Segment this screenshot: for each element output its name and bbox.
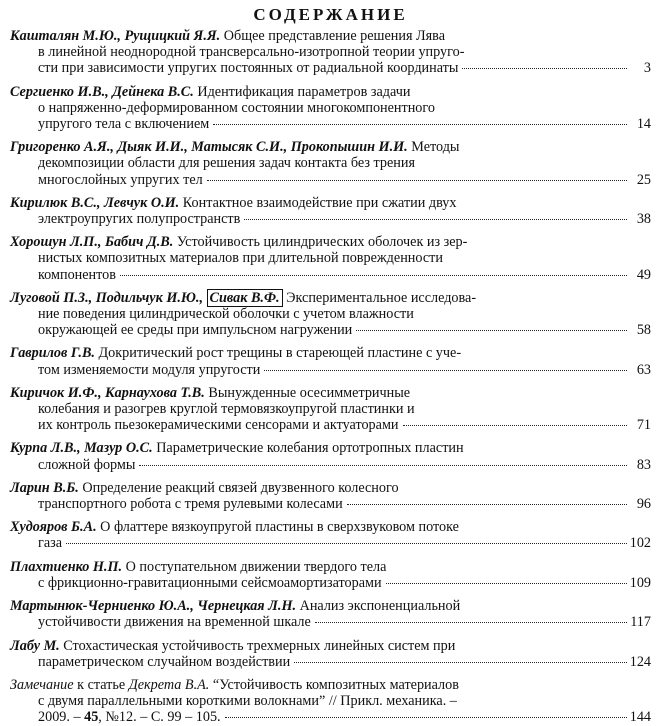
page-number: 102 bbox=[629, 535, 651, 552]
toc-entry bbox=[10, 480, 651, 512]
page-number: 38 bbox=[636, 211, 651, 228]
toc-note bbox=[10, 677, 651, 726]
entry-authors: Ларин В.Б. bbox=[10, 479, 79, 496]
toc-note-line-2: с двумя параллельными короткими волокнами” // Прикл. механика. – bbox=[38, 693, 457, 710]
toc-entry-line-1 bbox=[10, 559, 651, 575]
note-year: 2009. – bbox=[38, 709, 85, 726]
toc-entry bbox=[10, 638, 651, 670]
toc-entry-line-1 bbox=[10, 195, 651, 211]
toc-entry bbox=[10, 345, 651, 377]
entry-title-last: том изменяемости модуля упругости bbox=[38, 361, 261, 378]
dot-leader bbox=[207, 179, 627, 181]
entry-title-1: Докритический рост трещины в стареющей пластине с уче- bbox=[98, 345, 462, 362]
page-number: 63 bbox=[636, 361, 651, 378]
dot-leader bbox=[347, 503, 627, 505]
page-title: СОДЕРЖАНИЕ bbox=[253, 5, 408, 24]
entry-title-last: параметрическом случайном воздействии bbox=[38, 653, 291, 670]
page-number: 49 bbox=[636, 266, 651, 283]
entry-title-1: Устойчивость цилиндрических оболочек из зер- bbox=[176, 234, 468, 251]
dot-leader bbox=[225, 716, 627, 718]
note-author: Декрета В.А. bbox=[128, 676, 210, 693]
page-number: 25 bbox=[636, 171, 651, 188]
toc-entry-line-3 bbox=[10, 614, 651, 630]
toc-entry-line-2: колебания и разогрев круглой термовязкоупругой пластинки и bbox=[38, 401, 415, 418]
toc-entry bbox=[10, 559, 651, 591]
note-volume: 45 bbox=[84, 709, 99, 726]
entry-title-1: Общее представление решения Лява bbox=[223, 28, 445, 44]
note-text-b: “Устойчивость композитных материалов bbox=[209, 676, 459, 693]
dot-leader bbox=[264, 369, 627, 371]
toc-entry-line-3 bbox=[10, 267, 651, 283]
toc-entry bbox=[10, 84, 651, 133]
entry-authors: Кашталян М.Ю., Рущицкий Я.Я. bbox=[10, 28, 221, 44]
page-number: 96 bbox=[636, 496, 651, 513]
note-text-a: к статье bbox=[73, 676, 129, 693]
entry-authors: Гаврилов Г.В. bbox=[10, 345, 95, 362]
toc-entry-line-1 bbox=[10, 84, 651, 100]
page-number: 71 bbox=[636, 417, 651, 434]
entry-title-last: транспортного робота с тремя рулевыми колесами bbox=[38, 496, 343, 513]
toc-entry-line-3 bbox=[10, 496, 651, 512]
toc-entry-line-1 bbox=[10, 385, 651, 401]
entry-title-1: Экспериментальное исследова- bbox=[286, 289, 477, 306]
dot-leader bbox=[244, 218, 627, 220]
dot-leader bbox=[139, 464, 627, 466]
toc-entry bbox=[10, 290, 651, 339]
entry-title-last: электроупругих полупространств bbox=[38, 211, 241, 228]
toc-entry bbox=[10, 385, 651, 434]
page-number: 14 bbox=[636, 116, 651, 133]
entry-authors: Кирилюк В.С., Левчук О.И. bbox=[10, 194, 180, 211]
entry-authors: Плахтиенко Н.П. bbox=[10, 558, 123, 575]
toc-entry-line-1 bbox=[10, 345, 651, 361]
entry-title-1: Контактное взаимодействие при сжатии двух bbox=[182, 194, 457, 211]
toc-entry bbox=[10, 139, 651, 188]
toc-entry-line-2: о напряженно-деформированном состоянии многокомпонентного bbox=[38, 99, 435, 116]
dot-leader bbox=[462, 67, 627, 69]
entry-title-1: О поступательном движении твердого тела bbox=[125, 558, 387, 575]
toc-entry bbox=[10, 195, 651, 227]
toc-entry-line-3 bbox=[10, 172, 651, 188]
entry-title-last: упругого тела с включением bbox=[38, 116, 210, 133]
entry-authors: Лабу М. bbox=[10, 637, 60, 654]
toc-entry-line-1 bbox=[10, 440, 651, 456]
entry-title-1: Определение реакций связей двузвенного колесного bbox=[82, 479, 399, 496]
page-number: 3 bbox=[643, 60, 651, 77]
toc-entry-line-1 bbox=[10, 638, 651, 654]
toc-entry bbox=[10, 598, 651, 630]
page-number: 83 bbox=[636, 456, 651, 473]
toc-entry-line-3 bbox=[10, 322, 651, 338]
toc-entry-line-3 bbox=[10, 362, 651, 378]
page-number: 109 bbox=[629, 574, 651, 591]
toc-entry-line-3 bbox=[10, 60, 651, 76]
dot-leader bbox=[120, 274, 627, 276]
entry-authors: Курпа Л.В., Мазур О.С. bbox=[10, 440, 153, 457]
note-label: Замечание bbox=[10, 676, 74, 693]
dot-leader bbox=[315, 621, 627, 623]
entry-title-last: сти при зависимости упругих постоянных от радиальной координаты bbox=[38, 60, 459, 77]
toc-entry-line-3 bbox=[10, 457, 651, 473]
entry-authors: Мартынюк-Черниенко Ю.А., Чернецкая Л.Н. bbox=[10, 598, 297, 615]
toc-entry-line-3 bbox=[10, 211, 651, 227]
entry-title-last: сложной формы bbox=[38, 456, 136, 473]
toc-entry-line-1 bbox=[10, 28, 651, 44]
toc-entry-line-2: ние поведения цилиндрической оболочки с учетом влажности bbox=[38, 306, 414, 323]
entry-authors: Хорошун Л.П., Бабич Д.В. bbox=[10, 234, 174, 251]
page-number: 124 bbox=[629, 653, 651, 670]
dot-leader bbox=[213, 123, 627, 125]
entry-title-last: газа bbox=[38, 535, 63, 552]
page-number: 58 bbox=[636, 322, 651, 339]
toc-entry bbox=[10, 440, 651, 472]
page-number: 144 bbox=[629, 709, 651, 726]
dot-leader bbox=[66, 542, 627, 544]
entry-title-last: многослойных упругих тел bbox=[38, 171, 203, 188]
dot-leader bbox=[386, 582, 627, 584]
toc-entry-line-1 bbox=[10, 290, 651, 306]
toc-entry-line-3 bbox=[10, 417, 651, 433]
toc-entry-line-2: в линейной неоднородной трансверсально-изотропной теории упруго- bbox=[38, 44, 465, 61]
toc-note-line-3 bbox=[10, 709, 651, 725]
entry-title-last: компонентов bbox=[38, 266, 116, 283]
toc-note-line-1 bbox=[10, 677, 651, 693]
entry-author-boxed: Сивак В.Ф. bbox=[207, 289, 283, 307]
toc-entry-line-1 bbox=[10, 480, 651, 496]
toc-entry bbox=[10, 28, 651, 77]
toc-entry-line-3 bbox=[10, 116, 651, 132]
entry-authors: Худояров Б.А. bbox=[10, 519, 97, 536]
toc-entry-line-2: нистых композитных материалов при длительной поврежденности bbox=[38, 250, 443, 267]
entry-title-last: с фрикционно-гравитационными сейсмоамортизаторами bbox=[38, 574, 382, 591]
entry-authors: Григоренко А.Я., Дыяк И.И., Матысяк С.И., Прокопышин И.И. bbox=[10, 139, 408, 156]
toc-entry bbox=[10, 519, 651, 551]
entry-title-1: Методы bbox=[411, 139, 460, 156]
entry-title-last: их контроль пьезокерамическими сенсорами и актуаторами bbox=[38, 417, 399, 434]
entry-title-last: устойчивости движения на временной шкале bbox=[38, 614, 311, 631]
entry-title-1: Вынужденные осесимметричные bbox=[208, 384, 411, 401]
entry-title-1: О флаттере вязкоупругой пластины в сверхзвуковом потоке bbox=[100, 519, 459, 536]
toc-entry-line-1 bbox=[10, 139, 651, 155]
page-number: 117 bbox=[630, 614, 651, 631]
toc-entry-line-3 bbox=[10, 654, 651, 670]
toc-entry-line-1 bbox=[10, 519, 651, 535]
note-issue: , №12. – С. 99 – 105. bbox=[98, 709, 221, 726]
entry-authors: Луговой П.З., Подильчук И.Ю., bbox=[10, 289, 203, 306]
toc-entry-line-3 bbox=[10, 575, 651, 591]
entry-title-1: Анализ экспоненциальной bbox=[299, 598, 461, 615]
entry-authors: Киричок И.Ф., Карнаухова Т.В. bbox=[10, 384, 205, 401]
toc-entry-line-1 bbox=[10, 598, 651, 614]
toc-entry-line-1 bbox=[10, 234, 651, 250]
toc-entry bbox=[10, 234, 651, 283]
dot-leader bbox=[403, 424, 627, 426]
dot-leader bbox=[356, 329, 627, 331]
toc-list bbox=[10, 28, 651, 670]
entry-title-last: окружающей ее среды при импульсном нагружении bbox=[38, 322, 353, 339]
entry-title-1: Стохастическая устойчивость трехмерных линейных систем при bbox=[63, 637, 456, 654]
toc-entry-line-3 bbox=[10, 535, 651, 551]
dot-leader bbox=[294, 661, 627, 663]
entry-authors: Сергиенко И.В., Дейнека В.С. bbox=[10, 83, 194, 100]
entry-title-1: Параметрические колебания ортотропных пластин bbox=[156, 440, 464, 457]
entry-title-1: Идентификация параметров задачи bbox=[197, 83, 411, 100]
toc-entry-line-2: декомпозиции области для решения задач контакта без трения bbox=[38, 155, 416, 172]
